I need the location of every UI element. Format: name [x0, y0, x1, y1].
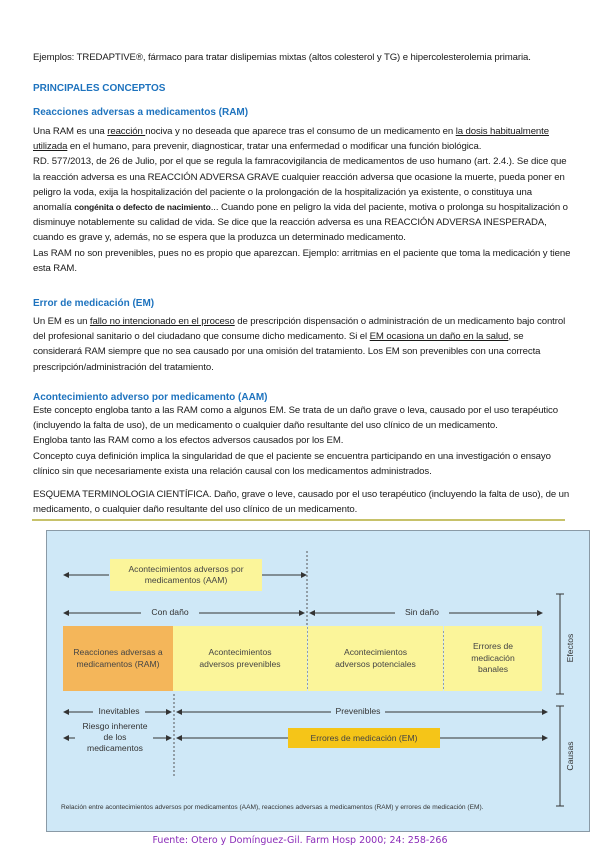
underlined-text: reacción: [107, 126, 146, 137]
text: en el humano, para prevenir, diagnosticar, tratar una enfermedad o modificar una función biológica.: [67, 141, 482, 153]
aam-heading: Acontecimiento adverso por medicamento (AAM): [33, 392, 268, 403]
aam-box: Acontecimientos adversos por medicamentos (AAM): [110, 559, 262, 591]
terminology-diagram: [46, 530, 590, 832]
text: Concepto cuya definición implica la singularidad de que el paciente se encuentra participando en una investigación o ensayo clínico sin que necesariamente exista una relación causal con los medicamentos administrados.: [33, 450, 551, 477]
figure-caption: Relación entre acontecimientos adversos por medicamentos (AAM), reacciones adversas a medicamentos (RAM) y errores de medicación (EM).: [61, 804, 484, 811]
causas-label: Causas: [565, 741, 575, 771]
aam-paragraph: [33, 403, 573, 479]
text: Una RAM es una: [33, 126, 108, 137]
cell-aam-prevenibles: Acontecimientos adversos prevenibles: [173, 626, 307, 691]
text: de prescripción dispensación o administración de un medicamento bajo control del profesional sanitario o del ciudadano que consume dicho medicamento. Si el: [33, 316, 566, 343]
em-paragraph: [33, 314, 573, 375]
underlined-text: EM ocasiona un daño en la salud: [369, 331, 509, 343]
cell-aam-potenciales: Acontecimientos adversos potenciales: [308, 626, 443, 691]
con-dano-label: Con daño: [141, 607, 199, 618]
sin-dano-label: Sin daño: [395, 607, 449, 618]
text: Un EM es un: [33, 316, 90, 327]
text: ... Cuando pone en peligro la vida del paciente, motiva o prolonga su hospitalización o disminuye notablemente su calidad de vida. Se dice que la reacción adversa es una REACCIÓN ADVERSA INESPERADA, cuando es grave y, además, no se espera que la produzca un determinado medicamento.: [33, 202, 568, 244]
underlined-text: la dosis habitualmente utilizada: [33, 126, 549, 153]
underlined-text: fallo no intencionado en el proceso: [89, 316, 235, 327]
text: Las RAM no son prevenibles, pues no es propio que aparezcan. Ejemplo: arritmias en el paciente que toma la medicación y tiene esta RAM.: [33, 247, 571, 274]
esquema-paragraph: ESQUEMA TERMINOLOGIA CIENTÍFICA. Daño, grave o leve, causado por el uso terapéutico (incluyendo la falta de uso), de un medicamento, o cualquier daño resultante del uso clínico de un medicamento.: [33, 489, 570, 516]
bold-text: congénita o defecto de nacimiento: [74, 202, 211, 213]
source-citation: Fuente: Otero y Domínguez-Gil. Farm Hosp 2000; 24: 258-266: [152, 835, 448, 846]
text: RD. 577/2013, de 26 de Julio, por el que se regula la famracovigilancia de medicamentos de uso humano (art. 2.4.). Se dice que la reacción adversa es una REACCIÓN ADVERSA GRAVE cualquier reacción adversa que ocasione la muerte, pueda poner en peligro la voda, exija la hospitalización del paciente o la prolongación de la hospitalización ya existente, o constituya una anomalía: [33, 156, 567, 214]
text: Engloba tanto las RAM como a los efectos adversos causados por los EM.: [33, 435, 344, 447]
inevitables-label: Inevitables: [93, 706, 145, 717]
intro-paragraph: Ejemplos: TREDAPTIVE®, fármaco para tratar dislipemias mixtas (altos colesterol y TG) e hipercolesterolemia primaria.: [33, 52, 531, 63]
ram-paragraph: [33, 124, 573, 276]
riesgo-label: Riesgo inherente de los medicamentos: [82, 721, 148, 753]
em-heading: Error de medicación (EM): [33, 298, 155, 309]
cell-errores-banales: Errores de medicación banales: [444, 626, 542, 691]
ram-heading: Reacciones adversas a medicamentos (RAM): [33, 107, 249, 118]
text: nociva y no deseada que aparece tras el consumo de un medicamento en: [145, 126, 456, 137]
text: , se considerará RAM siempre que no sea causado por una omisión del tratamiento. Los EM son prevenibles con una correcta prescripción/administración del tratamiento.: [33, 331, 541, 373]
cell-ram: Reacciones adversas a medicamentos (RAM): [63, 626, 173, 691]
efectos-label: Efectos: [565, 633, 575, 663]
section-title: PRINCIPALES CONCEPTOS: [33, 83, 166, 94]
prevenibles-label: Prevenibles: [331, 706, 385, 717]
text: Este concepto engloba tanto a las RAM como a algunos EM. Se trata de un daño grave o leva, causado por el uso terapéutico (incluyendo la falta de uso), de un medicamento o cualquier daño resultante del uso clínico de un medicamento.: [33, 405, 558, 432]
divider: [32, 519, 565, 521]
em-box: Errores de medicación (EM): [288, 728, 440, 748]
